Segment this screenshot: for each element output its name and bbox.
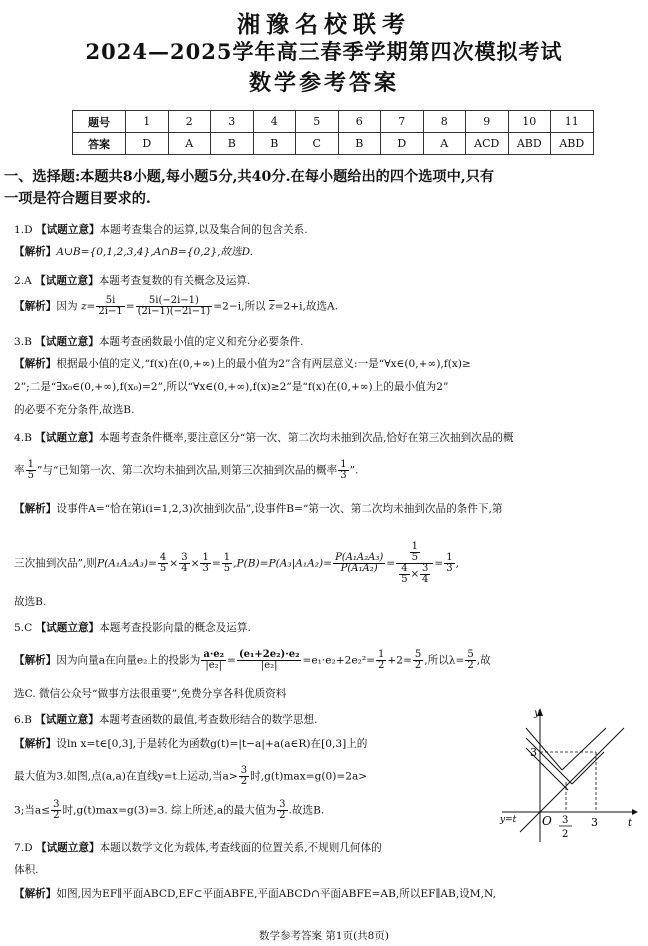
t-axis-arrow-icon bbox=[632, 809, 638, 815]
q3-analysis-line1: 【解析】根据最小值的定义,“f(x)在(0,+∞)上的最小值为2”含有两层意义:一是“∀x∈(0,+∞),f(x)≥ bbox=[14, 358, 471, 370]
line-y-equals-t bbox=[520, 728, 624, 832]
exam-union-title: 湘豫名校联考 bbox=[237, 11, 411, 38]
q6-analysis-line3: 3;当a≤ $\frac{3}{2}$ 时,g(t)max=g(3)=3. 综上所述,a的最大值为 $\frac{3}{2}$ .故选B. bbox=[14, 799, 325, 821]
q6-analysis-line1: 【解析】设ln x=t∈[0,3],于是转化为函数g(t)=|t−a|+a(a∈R)在[0,3]上的 bbox=[14, 738, 368, 750]
fraction: $\frac{\text{P(A₁A₂A₃)}}{\text{P(A₁A₂)}}$ bbox=[335, 552, 384, 574]
q2-analysis: 【解析】因为 z= $\frac{5i}{2i-1}$ = $\frac{5i(-2i-1)}{(2i-1)(-2i-1)}$ =2−i,所以 $\overline{z}=2+i$,故选A. bbox=[14, 295, 339, 317]
section-heading-line1: 一、选择题:本题共8小题,每小题5分,共40分.在每小题给出的四个选项中,只有 bbox=[4, 169, 495, 185]
fraction: $\frac{3}{2}$ bbox=[53, 799, 60, 821]
fraction: $\frac{5}{2}$ bbox=[467, 649, 474, 671]
answer-cell: B bbox=[253, 133, 296, 155]
answer-cell: A bbox=[168, 133, 211, 155]
question-number-cell: 6 bbox=[338, 111, 381, 133]
fraction: $\frac{1}{5}$ bbox=[223, 552, 231, 574]
question-number-cell: 11 bbox=[551, 111, 594, 133]
q2-intent: 2.A 【试题立意】本题考查复数的有关概念及运算. bbox=[14, 275, 251, 287]
three-half-numerator: 3 bbox=[562, 815, 569, 826]
row-label-number: 题号 bbox=[73, 111, 126, 133]
section-heading-line2: 一项是符合题目要求的. bbox=[4, 191, 151, 207]
question-number-cell: 3 bbox=[211, 111, 254, 133]
q6-analysis-line2: 最大值为3.如图,点(a,a)在直线y=t上运动,当a> $\frac{3}{2}$ 时,g(t)max=g(0)=2a> bbox=[14, 765, 368, 787]
graph-branch bbox=[572, 752, 604, 784]
q7-analysis: 【解析】如图,因为EF∥平面ABCD,EF⊂平面ABFE,平面ABCD∩平面ABFE=AB,所以EF∥AB,设M,N, bbox=[14, 888, 496, 900]
graph-branch bbox=[526, 738, 572, 784]
q3-analysis-line2: 2”;二是“∃x₀∈(0,+∞),f(x₀)=2”,所以“∀x∈(0,+∞),f(x)≥2”是“f(x)在(0,+∞)上的最小值为2” bbox=[14, 381, 449, 393]
fraction: $\frac{1}{5}$ bbox=[27, 459, 34, 481]
compound-fraction: $\frac{1}{5}$ $\frac{4}{5}$ × $\frac{3}{4}$ bbox=[396, 542, 433, 585]
fraction: $\frac{3}{2}$ bbox=[240, 765, 248, 787]
question-number-cell: 9 bbox=[466, 111, 509, 133]
answer-cell: D bbox=[126, 133, 169, 155]
question-number-cell: 5 bbox=[296, 111, 339, 133]
answer-cell: C bbox=[296, 133, 339, 155]
q7-intent-line2: 体积. bbox=[14, 864, 39, 876]
answer-cell: B bbox=[211, 133, 254, 155]
answer-cell: ABD bbox=[508, 133, 551, 155]
fraction: $\frac{5i}{2i-1}$ bbox=[98, 295, 123, 317]
q6-function-graph bbox=[496, 708, 638, 846]
q3-analysis-line3: 的必要不充分条件,故选B. bbox=[14, 404, 135, 416]
q1-analysis: 【解析】A∪B={0,1,2,3,4},A∩B={0,2},故选D. bbox=[14, 246, 254, 258]
fraction: $\frac{1}{2}$ bbox=[378, 649, 385, 671]
q6-intent: 6.B 【试题立意】本题考查函数的最值,考查数形结合的数学思想. bbox=[14, 714, 318, 726]
row-label-answer: 答案 bbox=[73, 133, 126, 155]
fraction: $\frac{\text{(e₁+2e₂)·e₂}}{\text{|e₂|}}$ bbox=[238, 649, 300, 671]
q4-analysis-line1: 【解析】设事件A=“恰在第i(i=1,2,3)次抽到次品”,设事件B=“第一次、第二次均未抽到次品的条件下,第 bbox=[14, 503, 503, 515]
fraction: $\frac{1}{3}$ bbox=[446, 552, 453, 574]
answer-cell: D bbox=[381, 133, 424, 155]
y-equals-t-label: y=t bbox=[500, 815, 517, 825]
q4-analysis-line2: 三次抽到次品”,则P(A₁A₂A₃)= $\frac{4}{5}$ × $\frac{3}{4}$ × $\frac{1}{3}$ = $\frac{1}{5}$ ,P(B)=P(A₃|A₁A₂)= $\frac{\text{P(A₁A₂A₃)}}{\text{P(A₁A₂)}}$ = $\frac{1}{5}$ $\frac{4}{5}$ × $\frac{3}{4}$ = $\frac{1}{3}$ , bbox=[14, 541, 459, 585]
answer-key-title: 数学参考答案 bbox=[248, 70, 399, 96]
q3-intent: 3.B 【试题立意】本题考查函数最小值的定义和充分必要条件. bbox=[14, 336, 304, 348]
fraction: $\frac{1}{3}$ bbox=[202, 552, 209, 574]
q5-analysis: 【解析】因为向量a在向量e₂上的投影为 $\frac{\text{a·e₂}}{\text{|e₂|}}$ = $\frac{\text{(e₁+2e₂)·e₂}}{\text{|e₂|}}$ =e₁·e₂+2e₂²= $\frac{1}{2}$ +2= $\frac{5}{2}$ ,所以λ= $\frac{5}{2}$ ,故 bbox=[14, 649, 491, 671]
fraction: $\frac{5}{2}$ bbox=[414, 649, 422, 671]
q4-intent-line2: 率 $\frac{1}{5}$ ”与“已知第一次、第二次均未抽到次品,则第三次抽到次品的概率 $\frac{1}{3}$ ”. bbox=[14, 459, 359, 481]
question-number-cell: 10 bbox=[508, 111, 551, 133]
three-half-denominator: 2 bbox=[562, 829, 569, 840]
y-three-label: 3 bbox=[530, 746, 537, 759]
q4-intent: 4.B 【试题立意】本题考查条件概率,要注意区分“第一次、第二次均未抽到次品,恰好在第三次抽到次品的概 bbox=[14, 432, 514, 444]
question-number-cell: 8 bbox=[423, 111, 466, 133]
question-number-cell: 2 bbox=[168, 111, 211, 133]
answer-table-number-row bbox=[73, 111, 594, 133]
q1-intent: 1.D 【试题立意】本题考查集合的运算,以及集合间的包含关系. bbox=[14, 224, 308, 236]
question-number-cell: 4 bbox=[253, 111, 296, 133]
fraction: $\frac{5i(-2i-1)}{(2i-1)(-2i-1)}$ bbox=[137, 295, 211, 317]
q7-intent: 7.D 【试题立意】本题以数学文化为载体,考查线面的位置关系,不规则几何体的 bbox=[14, 842, 382, 854]
answer-cell: A bbox=[423, 133, 466, 155]
answer-cell: ABD bbox=[551, 133, 594, 155]
question-number-cell: 1 bbox=[126, 111, 169, 133]
q4-conclusion: 故选B. bbox=[14, 596, 47, 608]
answer-table bbox=[72, 110, 594, 155]
fraction: $\frac{\text{a·e₂}}{\text{|e₂|}}$ bbox=[203, 649, 225, 671]
origin-label: O bbox=[542, 814, 552, 828]
graph-branch bbox=[562, 728, 606, 770]
fraction: $\frac{3}{4}$ bbox=[181, 552, 188, 574]
fraction: $\frac{1}{3}$ bbox=[340, 459, 347, 481]
fraction: $\frac{4}{5}$ bbox=[159, 552, 167, 574]
q5-conclusion: 选C. 微信公众号“做事方法很重要”,免费分享各科优质资料 bbox=[14, 688, 287, 700]
answer-cell: B bbox=[338, 133, 381, 155]
exam-session-title: 2024—2025学年高三春季学期第四次模拟考试 bbox=[85, 39, 563, 64]
t-axis-label: t bbox=[628, 818, 633, 829]
page-footer: 数学参考答案 第1页(共8页) bbox=[259, 930, 389, 942]
t-three-label: 3 bbox=[591, 816, 598, 829]
fraction: $\frac{3}{2}$ bbox=[279, 799, 286, 821]
answer-table-answer-row bbox=[73, 133, 594, 155]
question-number-cell: 7 bbox=[381, 111, 424, 133]
answer-cell: ACD bbox=[466, 133, 509, 155]
y-axis-label: y bbox=[534, 708, 540, 719]
q5-intent: 5.C 【试题立意】本题考查投影向量的概念及运算. bbox=[14, 622, 251, 634]
